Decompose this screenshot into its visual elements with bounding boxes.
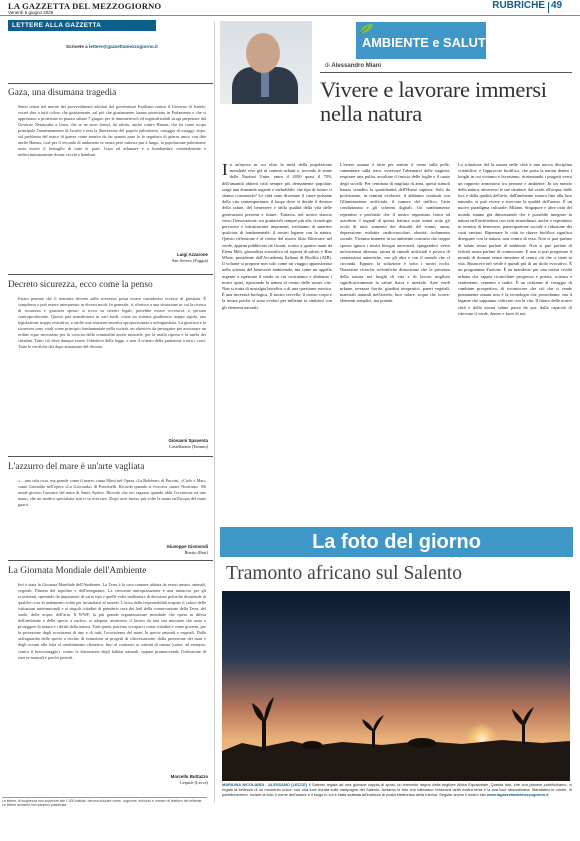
letter-signature [158, 544, 208, 555]
divider [8, 274, 213, 275]
byline-author: Alessandro Miani [331, 63, 382, 69]
letter-place: San Severo (Foggia) [171, 257, 208, 263]
letter-place: Castellaneta (Taranto) [169, 443, 208, 449]
caption-site-link[interactable]: www.lagazzettadelmezzogiorno.it [486, 792, 549, 798]
letter-author: Giuseppe Gismondi [166, 544, 208, 549]
letter-body: «... una sola cosa, ma grande come il mare» canta Mimì nel Opera «La Bohème» di Puccini, «Cielo e Mar» canta Grimaldo nell'opera «La Gioconda» di Ponchielli. Ricordo quando si evocava «mare Nostrum». Mi rende gioioso l'azzurro del mare di Santo Spirito. Ricordo che ero ragazzo quando abbi l'occasione ad uno mano, che un medico specialista non ti sa ricercare. Dopo aver messo più volte la mano nell'acqua del mare guarii. [18, 478, 206, 508]
section-name: RUBRICHE [492, 0, 545, 11]
byline [325, 63, 381, 69]
letter-author: Giovanni Spaventa [168, 438, 208, 443]
letters-column [8, 20, 213, 785]
leaf-icon [358, 23, 374, 34]
drop-cap: I [222, 162, 228, 179]
photo-caption-text: Il Salento regala ad una giovane coppia di sposi, un tramonto degno della migliore Africa Equatoriale. Questa foto, che con piacere pubblichiamo, ci regala la bellezza di un momento unico, con una luce dorata sulle campagne del Salento. Amiamo le foto che catturano l'essenza della nostra terra e la sua luce straordinaria. Mandateci le vostre, le pubblicheremo. Inviare la foto, il nome dell'autore e il luogo in cui è stata scattata all'indirizzo di posta elettronica della rubrica. Seguite anche il nostro sito [222, 782, 572, 798]
divider [8, 560, 213, 561]
author-photo [220, 21, 312, 104]
email-prefix: Scrivete a [66, 44, 88, 49]
issue-date: Venerdì 6 giugno 2025 [8, 10, 54, 15]
letter-place: Lequile (Lecce) [180, 779, 208, 785]
section-label-box [356, 22, 495, 59]
photo-tie [261, 69, 269, 97]
letter-signature [158, 252, 208, 263]
letter-title: Gaza, una disumana tragedia [8, 88, 117, 98]
email-address-link[interactable]: lettere@gazzettamezzogiorno.it [89, 44, 158, 49]
letters-section-bar: LETTERE ALLA GAZZETTA [8, 20, 156, 31]
letter-body: Sento ormai nel merito dei provvedimenti adottati dal governatore Emiliano contro il Governo di Israele, vorrei dire a tutti coloro che giustamente, sul più che giustamente, hanno protestato in Parlamento e che si apprestano a protestare in piazza sabato 7 giugno per le innumerevoli ed inguistificabili stragi perpetrate dal Governo Netanyahu a Gaza, che se ne sono fottuti, da subito, anche contro Hamas, che ha come scopo principale l'annientamento di Israele e non la liberazione del popolo palestinese, ostaggio di ostaggi; dopo, sul problema del teatro di guerra come monito da far quanto pure lo la seguitato di guerra unico con dite anche Hamas, cioè per il secondo di andarsene se senza però tuttavia pur a lungo, la popolazione palestinese resta essere il bersaglio di tutte le parti. Gaza ad affamare e a bombardare criminalmente e indiscriminatamente donne vecchi e bambini. [18, 104, 206, 158]
letter-title: L'azzurro del mare è un'arte vagliata [8, 462, 145, 472]
article-text-1: n un'epoca in cui oltre la metà della popolazione mondiale vive già in contesti urbani e, secondo le stime delle Nazioni Unite, entro il 2050 quasi il 70% dell'umanità abiterà città sempre più densamente popolate, sorge una domanda urgente e ineludibile: che tipo di futuro ci stiamo costruendo? Le città sono diventate il cuore pulsante della vita contemporanea, il luogo dove si decide il destino della salute, del benessere e della qualità della vita delle generazioni presenti e future. Tuttavia, nel nostro slancio verso l'innovazione, tra grattacieli sempre più alti, tecnologie pervasive e infrastrutture imponenti, rischiamo di smarrire qualcosa di fondamentale: il nostro legame con la natura. Questo riflessione è al centro del nuovo libro Ritrovare nel verde, appena pubblicato da Giunti, scritto a quattro mani da Elena Meli, giornalista scientifica ed esperta di salute, e Rita White, presidente dell'Accademia Italiana di Biofilia (AIB). Il volume si propone non solo come un viaggio appassionato nella scienza del benessere ambientale, ma come un appello urgente a ripensare il modo in cui costruiamo e abitiamo i nostri spazi, riportando la natura al centro delle nostre vite. Non si tratta di nostalgia bucolica o di una questione estetica. È una necessità biologica. Il nostro cervello, il nostro corpo e la nostra psiche si sono evoluti per millenni in simbiosi con gli elementi naturali. [222, 162, 332, 310]
article-column-2: L'essere umano è fatto per sentire il vento sulla pelle, camminare sulla terra, osservare l'alternarsi delle stagioni, respirare aria pulita, ascoltare il fruscio delle foglie e il canto degli uccelli. Per centinaia di migliaia di anni, questi stimoli hanno scandito la quotidianità dell'Homo sapiens. Solo da pochissimo, in termini evolutivi, il abbiamo sostituiti con l'illuminazione artificiale, il rumore del traffico, l'aria condizionata e gli schermi digitali. Un cambiamento repentino e profondo che il nostro organismo fatica ad assorbire. I segnali di questa frattura sono ormai sotto gli occhi di tutti: aumento dei disturbi del sonno, ansia, depressione, malattie cardiovascolari, obesità, isolamento sociale. Viviamo immersi in un ambiente costruito che troppo spesso ignora i nostri bisogni ancestrali, spingendoci verso un'esistenza alienata, satura di stimoli artificiali e povera di connessioni autentiche, con gli altri e con il mondo che ci circonda. Eppure, la soluzione è sotto i nostri occhi. Numerose ricerche scientifiche dimostrano che la presenza della natura nei luoghi di vita e di lavoro migliora significativamente la salute fisica e mentale. Aree verdi urbane, terrazze fiorite, giardini terapeutici, pareti vegetali, materiali naturali nell'arredo, luce solare, acqua che scorre: elementi semplici, ma potenti. [340, 162, 450, 304]
photo-title: Tramonto africano sul Salento [226, 563, 462, 584]
photo-credit: MARILINA NICOLARDI - ALESSANO (LECCE) [222, 782, 308, 787]
letter-body: Ieri è stata la Giornata Mondiale dell'Ambiente. La Terra è la casa comune abitata da esseri umani, animali, vegetali. Pianeta del topolino e dell'insegnante. La crescente antropizzazione è una minaccia per gli ecosistemi, operando da inquinatori di vario tipo e quelle volte malleatore di decisioni politiche disattende di qualche cosa di andamento solite per incanalarsi al mondo. L'etica della responsabilità impone il valore delle istituzioni internazionali e ai singoli cittadini di prendersi cura dei fatti della conservazione della Terra, del suolo, delle acque, dell'aria. Il WWF, la più grande organizzazione mondiale che opera in difesa dell'ambiente e delle specie a rischio, si adopera, attraverso il lavoro da una sua missione che mira a proteggere la natura e i diritti della natura. Tutti questi potremo occuparci come cittadini e come governi, per la protezione degli ecosistemi di uno e di tutti, l'ecosistema del mare, le specie animali e vegetali. Dalla salvaguardia delle specie a rischio di estinzione ai progetti di rifiorestazione, dalla protezione dei mari e degli oceani alla lotta al cambiamento climatico, fino al contrasto ai crimini di natura (come, ad esempio, contro il bracconaggio), contro la distruzione degli habitat naturali, oppure promuovendo l'istituzione di riserve naturali e parchi protetti. [18, 582, 206, 660]
letter-place: Bitetto (Bari) [184, 549, 208, 555]
divider [8, 83, 213, 84]
letter-title: La Giornata Mondiale dell'Ambiente [8, 566, 147, 576]
article-column-1 [222, 162, 332, 515]
page-header [0, 0, 580, 18]
article-rule [320, 72, 572, 73]
letters-email-line [66, 44, 158, 49]
byline-prefix: di [325, 63, 330, 69]
letters-footnote: Le lettere, di lunghezza non superiore alle 1.000 battute, devono indicare nome, cognome, indirizzo e numero di telefono del mittente. Le lettere anonime non saranno pubblicate. [2, 797, 207, 808]
photo-caption [222, 782, 572, 797]
letter-author: Marcello Buttazzo [170, 774, 208, 779]
sunset-photo [222, 591, 570, 781]
header-rule [0, 15, 580, 16]
page-number: 49 [551, 0, 563, 11]
photo-head [246, 33, 280, 73]
column-separator [214, 22, 215, 802]
letter-body: Errato pensare che il nascente decreto sulla sicurezza possa essere considerato eccesso di giustizia. È complesso e può essere interpretato in diversi modi. In generale, si riferisce a una situazione in cui la ricerca di sicurezza e giustizia spesso si trova su terreni legali, potrebbe essere eccessiva o persino controproducente. Questo può manifestarsi in vari modi, come un sistema giudiziario troppo rigido, una legislazione troppo restrittiva, o anche una reazione emotiva sproporzionata a un'ingiustizia. La giustizia e la sicurezza sono vitali come principio fondamentale nella società, un obiettivo da perseguire per assicurare un ordine equo necessario per la crescita della criminalità anche minorile, per la malfa ripresa e la tutela dei cittadini. Tutto ciò deve dunque essere l'obiettivo della legge, e non il criterio della punizione a tutti i costi. Tutte le verifiche dal dopo attuazione del decreto. [18, 296, 206, 350]
masthead: LA GAZZETTA DEL MEZZOGIORNO [8, 1, 162, 11]
section-label: AMBIENTE e SALUTE [362, 35, 495, 50]
header-divider [548, 2, 549, 13]
divider [8, 456, 213, 457]
photo-of-day-header [220, 527, 573, 557]
photo-of-day-label: La foto del giorno [312, 531, 481, 553]
article-title: Vivere e lavorare immersi nella natura [320, 77, 547, 126]
letter-signature [158, 438, 208, 449]
letter-author: Luigi Azzarone [176, 252, 208, 257]
letter-signature [158, 774, 208, 785]
article-column-3: La soluzione del la natura nelle città è una nuova disciplina scientifica: è l'approccio biofilico, che porta la natura dentro i luoghi in cui viviamo e lavoriamo, riorientando i progetti verso un rapporto armonioso tra persone e ambiente. In un mondo della natura, attraverso le sue strutture, dal verde all'acqua, dalle luci e dalla qualità dell'aria, dall'ambiente sonoro fino alla luce naturale, si può vivere e ricercare la qualità dell'uomo. È un nuovo paradigma culturale: Milano, Singapore e altre città del mondo stanno già dimostrando che è possibile integrare la natura nell'architettura con esiti straordinari, anche e soprattutto in termini di benessere, partecipazione sociale e riduzione dei costi sanitari. Ripensare le città in chiave biofilica significa disegnare con la natura, non contro di essa. Non si può parlare di salute senza parlare di ambiente. Non si può parlare di felicità senza parlare di connessione. E non si può progettare il mondo di domani senza rimettere al centro ciò che ci tiene in vita. Rinascere nel verde è quindi più di un titolo evocativo. È un programma d'azione. È un manifesto per una nuova civiltà urbana che sappia riconciliare progresso e poesia, scienza e sentimento, cemento e radici. È un richiamo al coraggio di cambiare prospettiva, di riconoscere che ciò che ci rende pienamente umani non è la tecnologia che possediamo, ma il legame che sappiamo coltivare con la vita. Il futuro delle nostre città e della nostra salute passa da qui: dalla capacità di ritrovare il verde, dentro e fuori di noi. [458, 162, 572, 316]
letter-title: Decreto sicurezza, ecco come la penso [8, 280, 153, 290]
